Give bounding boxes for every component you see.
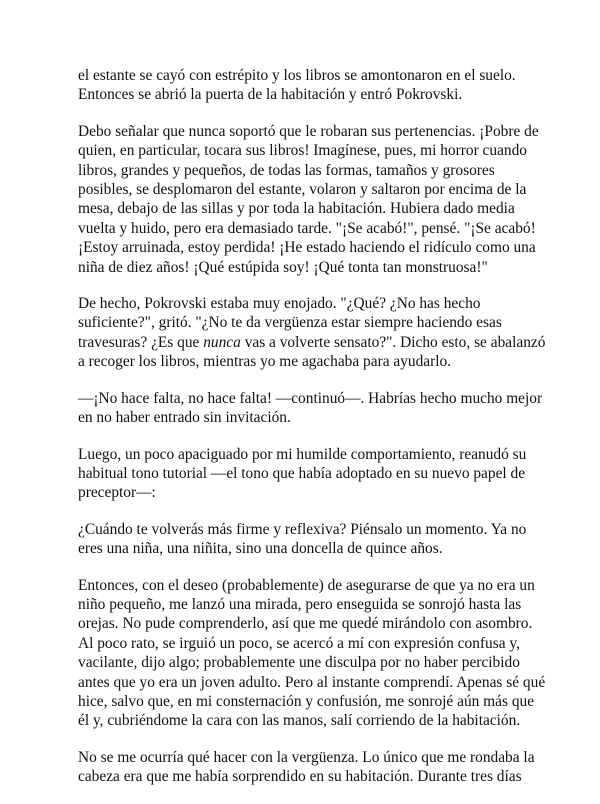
- text-line: —¡No hace falta, no hace falta! —continuó—. Habrías hecho mucho mejor: [78, 389, 543, 407]
- text-line: Debo señalar que nunca soportó que le robaran sus pertenencias. ¡Pobre de: [78, 122, 539, 140]
- text-line: vacilante, dijo algo; probablemente une disculpa por no haber percibido: [78, 654, 520, 672]
- text-line: el estante se cayó con estrépito y los libros se amontonaron en el suelo.: [78, 67, 516, 84]
- text-line: a recoger los libros, mientras yo me agachaba para ayudarlo.: [78, 353, 452, 371]
- text-line: hice, salvo que, en mi consternación y confusión, me sonrojé aún más que: [78, 692, 535, 710]
- paragraph-4: [78, 389, 548, 428]
- text-line: No se me ocurría qué hacer con la vergüenza. Lo único que me rondaba la: [78, 748, 535, 766]
- text-line: cabeza era que me había sorprendido en su habitación. Durante tres días: [78, 768, 522, 786]
- paragraph-1: [78, 66, 548, 105]
- paragraph-7: [78, 576, 548, 731]
- document-page: [78, 66, 548, 804]
- italic-line-before: travesuras? ¿Es que: [78, 333, 204, 351]
- text-line: orejas. No pude comprenderlo, así que me quedé mirándolo con asombro.: [78, 615, 533, 633]
- text-line: suficiente?", gritó. "¿No te da vergüenza estar siempre haciendo esas: [78, 314, 502, 332]
- italic-line-after: vas a volverte sensato?". Dicho esto, se abalanzó: [240, 333, 546, 351]
- paragraph-8: [78, 748, 548, 787]
- text-line: mesa, debajo de las sillas y por toda la habitación. Hubiera dado media: [78, 200, 515, 218]
- text-line: Entonces se abrió la puerta de la habitación y entró Pokrovski.: [78, 86, 463, 104]
- text-line: De hecho, Pokrovski estaba muy enojado. "¿Qué? ¿No has hecho: [78, 295, 481, 313]
- paragraph-5: [78, 445, 548, 503]
- paragraph-6: [78, 520, 548, 559]
- text-line: vuelta y huido, pero era demasiado tarde. "¡Se acabó!", pensé. "¡Se acabó!: [78, 219, 536, 237]
- text-line: posibles, se desplomaron del estante, volaron y saltaron por encima de la: [78, 181, 527, 199]
- text-line: libros, grandes y pequeños, de todas las formas, tamaños y grosores: [78, 161, 495, 179]
- text-line: preceptor—:: [78, 484, 156, 502]
- text-line: habitual tono tutorial —el tono que había adoptado en su nuevo papel de: [78, 464, 526, 482]
- paragraph-2: [78, 122, 548, 277]
- text-line: quien, en particular, tocara sus libros! Imagínese, pues, mi horror cuando: [78, 142, 527, 160]
- text-line: niña de diez años! ¡Qué estúpida soy! ¡Qué tonta tan monstruosa!": [78, 258, 488, 276]
- text-line: en no haber entrado sin invitación.: [78, 409, 291, 427]
- emphasized-word: nunca: [203, 333, 241, 351]
- text-line: Entonces, con el deseo (probablemente) de asegurarse de que ya no era un: [78, 576, 535, 594]
- text-line: Al poco rato, se irguió un poco, se acercó a mí con expresión confusa y,: [78, 634, 520, 652]
- text-line: él y, cubriéndome la cara con las manos, salí corriendo de la habitación.: [78, 712, 521, 730]
- paragraph-3: [78, 294, 548, 372]
- text-line: eres una niña, una niñita, sino una doncella de quince años.: [78, 540, 443, 558]
- text-line-italic: [78, 333, 548, 352]
- text-line: Luego, un poco apaciguado por mi humilde comportamiento, reanudó su: [78, 445, 527, 463]
- text-line: niño pequeño, me lanzó una mirada, pero enseguida se sonrojó hasta las: [78, 595, 522, 613]
- text-line: antes que yo era un joven adulto. Pero al instante comprendí. Apenas sé qué: [78, 673, 546, 691]
- text-line: ¡Estoy arruinada, estoy perdida! ¡He estado haciendo el ridículo como una: [78, 239, 536, 257]
- text-line: ¿Cuándo te volverás más firme y reflexiva? Piénsalo un momento. Ya no: [78, 520, 527, 538]
